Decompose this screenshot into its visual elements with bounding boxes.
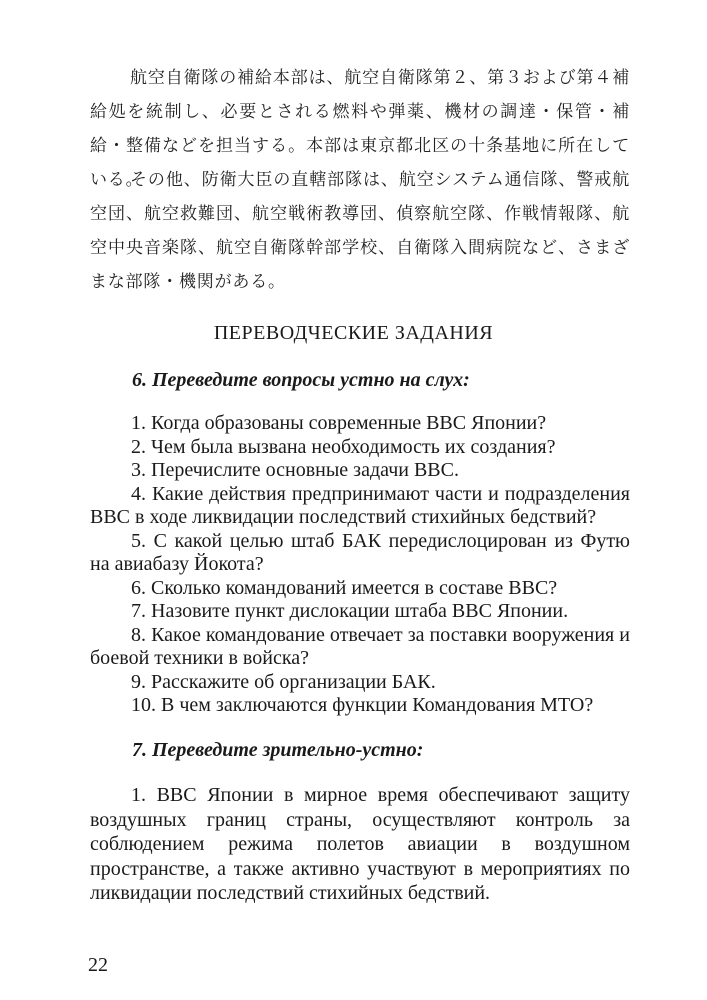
question-item: 6. Сколько командований имеется в составе ВВС? bbox=[131, 576, 558, 599]
japanese-paragraph-2 bbox=[90, 163, 630, 299]
question-item: 5. С какой целью штаб БАК передислоцирован из Футю на авиабазу Йокота? bbox=[90, 529, 630, 575]
japanese-text: その他、防衛大臣の直轄部隊は、航空システム通信隊、警戒航空団、航空救難団、航空戦術教導団、偵察航空隊、作戦情報隊、航空中央音楽隊、航空自衛隊幹部学校、自衛隊入間病院など、さまざまな部隊・機関がある。 bbox=[90, 170, 630, 292]
question-item: 9. Расскажите об организации БАК. bbox=[131, 670, 436, 693]
section-title: ПЕРЕВОДЧЕСКИЕ ЗАДАНИЯ bbox=[213, 322, 494, 344]
question-item: 4. Какие действия предпринимают части и подразделения ВВС в ходе ликвидации последствий стихийных бедствий? bbox=[90, 482, 630, 528]
question-item: 8. Какое командование отвечает за поставки вооружения и боевой техники в войска? bbox=[90, 623, 630, 669]
questions-list bbox=[90, 412, 630, 718]
question-item: 10. В чем заключаются функции Командования МТО? bbox=[131, 694, 594, 716]
page-number: 22 bbox=[88, 954, 108, 976]
question-item: 7. Назовите пункт дислокации штаба ВВС Японии. bbox=[131, 600, 569, 622]
question-item: 2. Чем была вызвана необходимость их создания? bbox=[131, 435, 556, 458]
task-7-heading: 7. Переведите зрительно-устно: bbox=[132, 739, 424, 761]
question-item: 3. Перечислите основные задачи ВВС. bbox=[131, 459, 459, 481]
task-6-heading: 6. Переведите вопросы устно на слух: bbox=[132, 369, 470, 391]
question-item: 1. Когда образованы современные ВВС Японии? bbox=[131, 412, 547, 434]
translation-paragraph: 1. ВВС Японии в мирное время обеспечивают защиту воздушных границ страны, осуществляют контроль за соблюдением режима полетов авиации в воздушном пространстве, а также активно участвуют в мероприятиях по ликвидации последствий стихийных бедствий. bbox=[90, 784, 630, 904]
japanese-text: 航空自衛隊の補給本部は、航空自衛隊第２、第３および第４補給処を統制し、必要とされる燃料や弾薬、機材の調達・保管・補給・整備などを担当する。本部は東京都北区の十条基地に所在している。 bbox=[90, 68, 630, 190]
